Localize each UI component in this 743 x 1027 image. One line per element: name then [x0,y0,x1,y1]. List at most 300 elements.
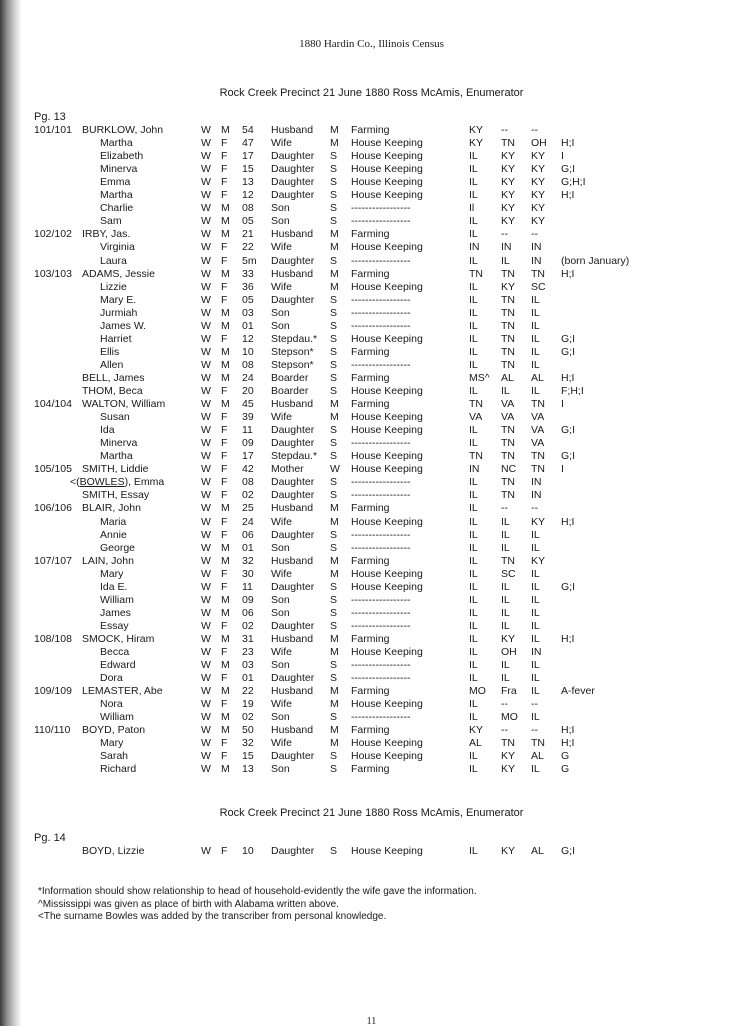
notes: G [561,763,570,776]
birthplace: IL [469,150,478,163]
table-row [0,607,743,620]
birthplace: IL [469,554,478,567]
person-name: ADAMS, Jessie [82,267,155,280]
father-birthplace: IL [501,672,510,685]
age: 06 [242,528,254,541]
birthplace: IL [469,593,478,606]
notes: G;I [561,424,576,437]
birthplace: IL [469,215,478,228]
age: 15 [242,750,254,763]
table-row [0,163,743,176]
father-birthplace: IL [501,541,510,554]
birthplace: Il [469,202,475,215]
table-row [0,763,743,776]
marital-status: S [330,385,338,397]
age: 01 [242,541,254,554]
occupation: Farming [351,267,390,280]
sex: M [221,554,230,567]
marital-status: S [330,163,338,176]
sex: F [221,515,228,528]
mother-birthplace: VA [531,437,545,450]
age: 24 [242,371,254,384]
sex: F [221,385,228,397]
occupation: ----------------- [351,306,411,319]
person-name: Mary E. [100,293,137,306]
sex: F [221,280,228,293]
table-row [0,202,743,215]
mother-birthplace: IL [531,606,540,619]
father-birthplace: TN [501,489,515,502]
table-row [0,594,743,607]
occupation: House Keeping [351,280,423,293]
table-row [0,659,743,672]
father-birthplace: TN [501,332,515,345]
notes: G;I [561,450,576,463]
person-name: IRBY, Jas. [82,228,131,241]
mother-birthplace: TN [531,737,545,750]
sex: F [221,845,228,857]
race: W [201,293,211,306]
relationship: Daughter [271,580,315,593]
footnotes [38,886,477,924]
race: W [201,515,211,528]
race: W [201,476,211,489]
relationship: Mother [271,463,304,476]
race: W [201,358,211,371]
mother-birthplace: VA [531,411,545,424]
birthplace: IL [469,489,478,502]
dwelling-number: 110/110 [34,724,71,737]
sex: F [221,241,228,254]
marital-status: M [330,502,339,515]
age: 02 [242,489,254,502]
marital-status: S [330,541,338,554]
marital-status: S [330,606,338,619]
age: 06 [242,606,254,619]
marital-status: S [330,659,338,672]
age: 20 [242,385,254,397]
relationship: Son [271,763,290,776]
relationship: Husband [271,685,314,698]
occupation: House Keeping [351,424,423,437]
birthplace: IL [469,750,478,763]
sex: M [221,398,230,411]
person-name: Lizzie [100,280,127,293]
relationship: Daughter [271,189,315,202]
father-birthplace: KY [501,280,516,293]
notes: I [561,398,564,411]
person-name: Sarah [100,750,129,763]
age: 08 [242,358,254,371]
race: W [201,124,211,136]
relationship: Wife [271,411,292,424]
relationship: Wife [271,737,292,750]
sex: M [221,711,230,724]
father-birthplace: MO [501,711,518,724]
mother-birthplace: OH [531,137,547,150]
age: 22 [242,685,254,698]
marital-status: S [330,254,338,267]
table-row [0,255,743,268]
birthplace: MO [469,685,486,698]
notes: H;I [561,267,575,280]
mother-birthplace: SC [531,280,546,293]
relationship: Daughter [271,619,315,632]
mother-birthplace: TN [531,398,545,411]
person-name: William [100,711,134,724]
person-name: Mary [100,737,124,750]
marital-status: S [330,845,338,857]
age: 19 [242,698,254,711]
birthplace: IL [469,541,478,554]
age: 24 [242,515,254,528]
occupation: ----------------- [351,293,411,306]
table-row [0,228,743,241]
table-row [0,724,743,737]
mother-birthplace: -- [531,724,538,737]
relationship: Stepdau.* [271,450,318,463]
father-birthplace: KY [501,202,516,215]
mother-birthplace: TN [531,450,545,463]
sex: M [221,215,230,228]
marital-status: S [330,763,338,776]
person-name: Nora [100,698,123,711]
occupation: ----------------- [351,659,411,672]
age: 17 [242,450,254,463]
person-name: SMITH, Liddie [82,463,149,476]
page-title: 1880 Hardin Co., Illinois Census [299,38,444,50]
relationship: Boarder [271,371,309,384]
birthplace: IL [469,228,478,241]
birthplace: KY [469,137,484,150]
age: 42 [242,463,254,476]
sex: M [221,659,230,672]
table-row [0,568,743,581]
race: W [201,567,211,580]
person-name: George [100,541,136,554]
footnote: *Information should show relationship to head of household-evidently the wife gave the information. [38,886,477,897]
sex: F [221,424,228,437]
sex: F [221,150,228,163]
father-birthplace: VA [501,398,515,411]
father-birthplace: KY [501,750,516,763]
relationship: Son [271,541,290,554]
person-name: Martha [100,189,133,202]
father-birthplace: IL [501,659,510,672]
relationship: Daughter [271,254,315,267]
occupation: ----------------- [351,215,411,228]
mother-birthplace: KY [531,189,546,202]
mother-birthplace: AL [531,845,544,857]
relationship: Son [271,606,290,619]
race: W [201,280,211,293]
table-row [0,698,743,711]
birthplace: IL [469,606,478,619]
dwelling-number: 102/102 [34,228,72,241]
relationship: Daughter [271,476,315,489]
table-row [0,581,743,594]
notes: G;I [561,332,576,345]
marital-status: S [330,358,338,371]
person-name: Maria [100,515,127,528]
person-name: BOYD, Paton [82,724,146,737]
age: 36 [242,280,254,293]
marital-status: S [330,319,338,332]
sex: F [221,450,228,463]
mother-birthplace: IL [531,306,540,319]
relationship: Husband [271,267,314,280]
mother-birthplace: IL [531,528,540,541]
race: W [201,163,211,176]
person-name: Allen [100,358,124,371]
occupation: Farming [351,124,390,136]
table-row [0,411,743,424]
birthplace: KY [469,124,484,136]
sex: F [221,332,228,345]
sex: F [221,437,228,450]
relationship: Daughter [271,672,315,685]
person-name: <(BOWLES), Emma [70,476,165,489]
occupation: Farming [351,371,390,384]
mother-birthplace: KY [531,202,546,215]
occupation: House Keeping [351,150,423,163]
age: 12 [242,189,254,202]
father-birthplace: TN [501,737,515,750]
person-name: Mary [100,567,124,580]
race: W [201,698,211,711]
mother-birthplace: -- [531,228,538,241]
race: W [201,606,211,619]
mother-birthplace: KY [531,163,546,176]
race: W [201,398,211,411]
sex: M [221,724,230,737]
birthplace: IL [469,385,478,397]
table-row [0,529,743,542]
birthplace: IL [469,176,478,189]
birthplace: IL [469,632,478,645]
mother-birthplace: IL [531,659,540,672]
notes: G;H;I [561,176,586,189]
relationship: Daughter [271,150,315,163]
birthplace: KY [469,724,484,737]
person-name: Virginia [100,241,135,254]
table-row [0,320,743,333]
person-name: Emma [100,176,131,189]
table-row [0,307,743,320]
relationship: Husband [271,554,314,567]
father-birthplace: TN [501,450,515,463]
table-row [0,489,743,502]
relationship: Wife [271,515,292,528]
race: W [201,332,211,345]
father-birthplace: -- [501,228,508,241]
occupation: ----------------- [351,202,411,215]
relationship: Husband [271,632,314,645]
age: 33 [242,267,254,280]
race: W [201,215,211,228]
mother-birthplace: IL [531,685,540,698]
father-birthplace: IL [501,580,510,593]
father-birthplace: NC [501,463,517,476]
person-name: Minerva [100,163,138,176]
marital-status: S [330,202,338,215]
person-name: BLAIR, John [82,502,141,515]
age: 05 [242,215,254,228]
dwelling-number: 106/106 [34,502,72,515]
race: W [201,371,211,384]
person-name: BELL, James [82,371,145,384]
occupation: House Keeping [351,698,423,711]
race: W [201,685,211,698]
mother-birthplace: AL [531,371,544,384]
father-birthplace: KY [501,189,516,202]
marital-status: S [330,176,338,189]
race: W [201,619,211,632]
race: W [201,176,211,189]
person-name: James W. [100,319,147,332]
table-row [0,333,743,346]
marital-status: M [330,632,339,645]
relationship: Wife [271,280,292,293]
sex: M [221,345,230,358]
race: W [201,202,211,215]
occupation: ----------------- [351,711,411,724]
age: 50 [242,724,254,737]
occupation: House Keeping [351,845,423,857]
occupation: ----------------- [351,489,411,502]
table-row [0,646,743,659]
marital-status: M [330,698,339,711]
occupation: House Keeping [351,737,423,750]
person-name: Annie [100,528,127,541]
relationship: Son [271,306,290,319]
sex: F [221,137,228,150]
race: W [201,437,211,450]
race: W [201,541,211,554]
relationship: Daughter [271,293,315,306]
birthplace: IL [469,763,478,776]
relationship: Daughter [271,424,315,437]
age: 08 [242,202,254,215]
sex: M [221,306,230,319]
sex: F [221,698,228,711]
relationship: Son [271,711,290,724]
birthplace: IL [469,189,478,202]
occupation: House Keeping [351,450,423,463]
person-name: BOYD, Lizzie [82,845,145,857]
table-row [0,281,743,294]
table-row [0,189,743,202]
person-name: Jurmiah [100,306,138,319]
race: W [201,150,211,163]
birthplace: IL [469,567,478,580]
section-header-pg13: Rock Creek Precinct 21 June 1880 Ross McAmis, Enumerator [219,87,524,99]
sex: M [221,541,230,554]
relationship: Daughter [271,489,315,502]
father-birthplace: Fra [501,685,517,698]
table-row [0,215,743,228]
sex: F [221,528,228,541]
person-name: LEMASTER, Abe [82,685,163,698]
section-header-pg14: Rock Creek Precinct 21 June 1880 Ross McAmis, Enumerator [219,807,524,819]
father-birthplace: -- [501,502,508,515]
age: 01 [242,319,254,332]
father-birthplace: SC [501,567,516,580]
table-row [0,711,743,724]
mother-birthplace: IL [531,711,540,724]
race: W [201,750,211,763]
person-name: Martha [100,450,133,463]
race: W [201,659,211,672]
notes: G;I [561,580,576,593]
mother-birthplace: IN [531,489,542,502]
table-row [0,516,743,529]
race: W [201,489,211,502]
age: 02 [242,619,254,632]
birthplace: IL [469,515,478,528]
occupation: ----------------- [351,541,411,554]
sex: F [221,293,228,306]
relationship: Stepson* [271,345,314,358]
dwelling-number: 109/109 [34,685,72,698]
age: 13 [242,176,254,189]
father-birthplace: TN [501,306,515,319]
relationship: Wife [271,241,292,254]
father-birthplace: TN [501,293,515,306]
age: 05 [242,293,254,306]
age: 39 [242,411,254,424]
person-name: James [100,606,131,619]
birthplace: AL [469,737,482,750]
father-birthplace: TN [501,267,515,280]
relationship: Daughter [271,163,315,176]
age: 10 [242,845,254,857]
father-birthplace: TN [501,476,515,489]
age: 54 [242,124,254,136]
marital-status: M [330,515,339,528]
race: W [201,554,211,567]
table-row [0,672,743,685]
age: 32 [242,554,254,567]
notes: I [561,463,564,476]
occupation: ----------------- [351,254,411,267]
race: W [201,137,211,150]
sex: M [221,685,230,698]
marital-status: M [330,567,339,580]
occupation: Farming [351,502,390,515]
mother-birthplace: KY [531,150,546,163]
father-birthplace: IL [501,593,510,606]
relationship: Wife [271,646,292,658]
table-row [0,450,743,463]
table-row [0,346,743,359]
table-row [0,268,743,281]
sex: F [221,489,228,502]
relationship: Wife [271,137,292,150]
person-name: William [100,593,134,606]
table-row [0,476,743,489]
mother-birthplace: IL [531,541,540,554]
race: W [201,593,211,606]
sex: F [221,176,228,189]
marital-status: M [330,554,339,567]
birthplace: IN [469,241,480,254]
birthplace: IN [469,463,480,476]
notes: H;I [561,371,575,384]
notes: H;I [561,632,575,645]
occupation: Farming [351,685,390,698]
sex: M [221,358,230,371]
